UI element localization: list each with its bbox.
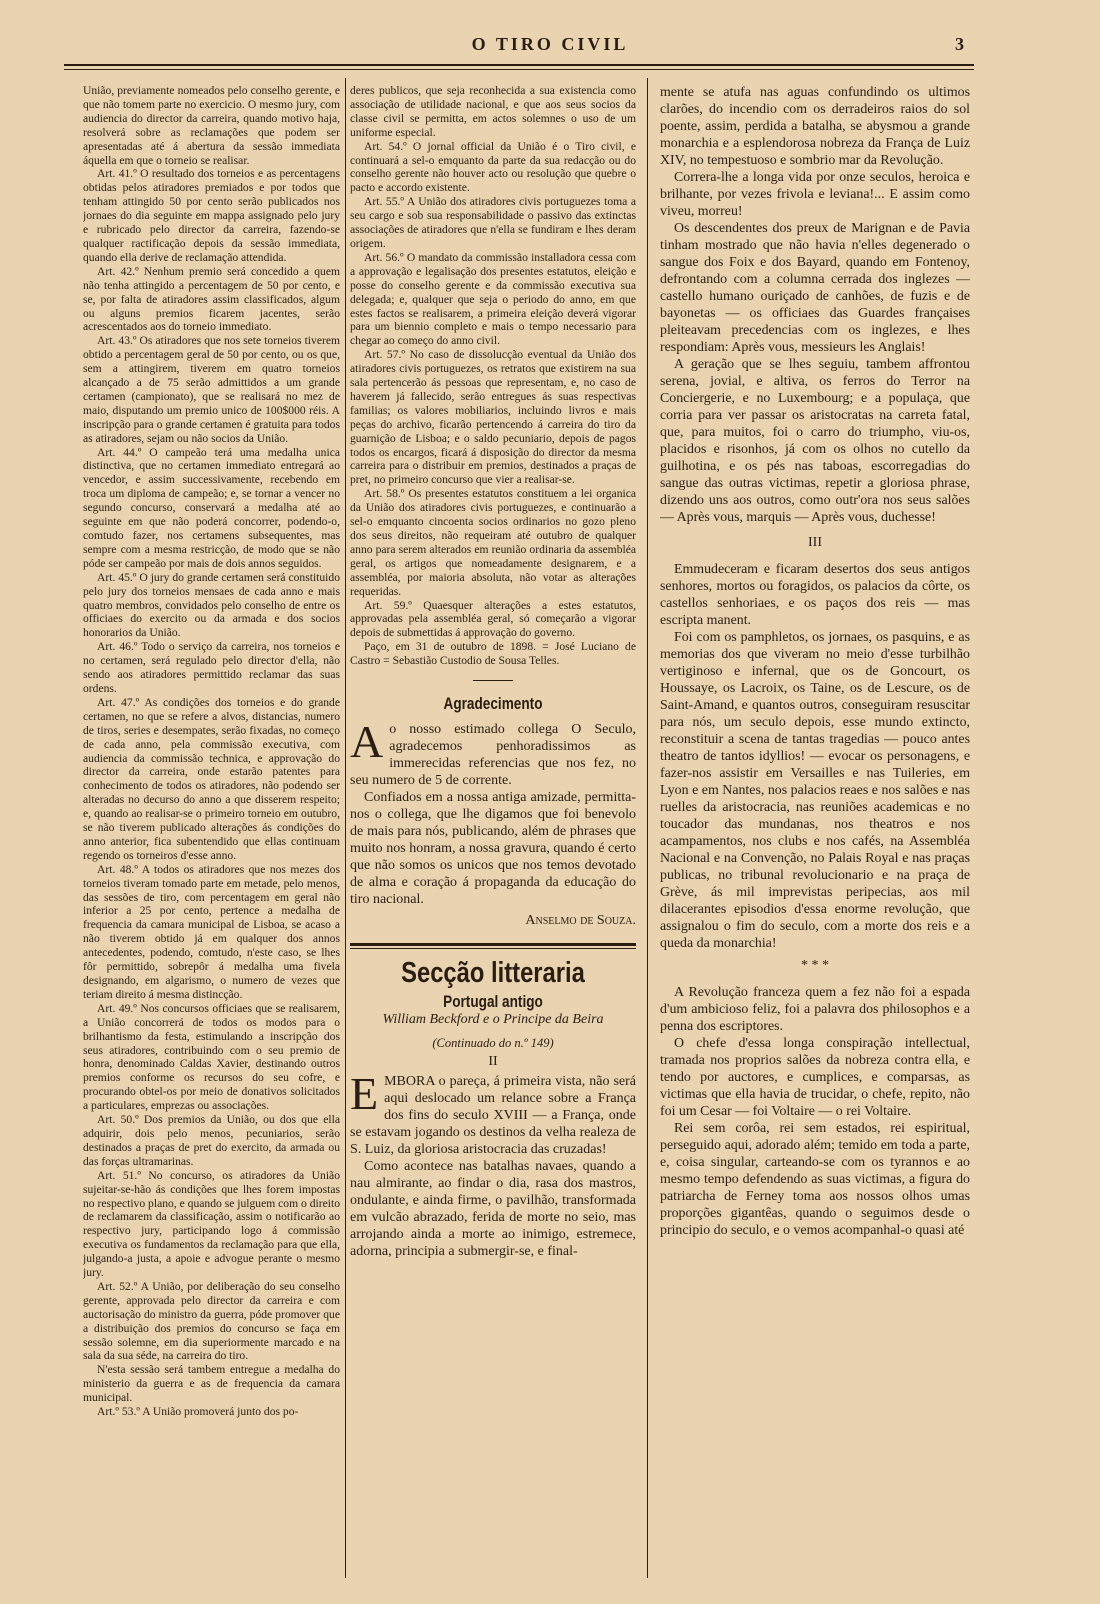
article: Art. 46.º Todo o serviço da carreira, nos torneios e no certamen, será regulado pelo director d'ella, não sendo aos atiradores permittido reclamar das suas ordens. bbox=[83, 640, 340, 695]
article: Art. 42.º Nenhum premio será concedido a quem não tenha attingido a percentagem de 50 por cento, e se, por falta de atiradores assim classificados, algum ou alguns premios ficarem jacentes, serão acrescentados aos do torneio immediato. bbox=[83, 264, 340, 334]
continuation-note: (Continuado do n.º 149) bbox=[432, 1035, 554, 1050]
article: Art. 50.º Dos premios da União, ou dos que ella adquirir, dois pelo menos, pecuniarios, serão destinados a praças de pret do exercito, da armada ou das forças ultramarinas. bbox=[83, 1113, 340, 1168]
article: Art. 57.º No caso de dissolucção eventual da União dos atiradores civis portuguezes, os retratos que existirem na sua sala pertencerão ás pessoas que representam, e, no caso de haverem já fallecido, serão entregues ás suas respectivas familias; os valores mobiliarios, incluindo livros e mais peças do archivo, ficarão pertencendo á carreira do tiro da guarnição de Lisboa; e o saldo pecuniario, depois de pagos todos os encargos, ficará á disposição do director da mesma carreira para o distribuir em premios, destinados a praças de pret, no primeiro concurso que vier a realisar-se. bbox=[350, 348, 636, 487]
section-title: Secção litteraria bbox=[401, 956, 585, 989]
author-signature: Anselmo de Souza. bbox=[525, 912, 636, 928]
section-rule-thin bbox=[350, 948, 636, 949]
column-divider-left bbox=[345, 78, 346, 1578]
paragraph: N'esta sessão será tambem entregue a medalha do ministerio da guerra e as de frequencia da camara municipal. bbox=[83, 1363, 340, 1405]
agradecimento-body bbox=[350, 715, 636, 929]
article: Art. 55.º A União dos atiradores civis portuguezes toma a seu cargo e sob sua responsabilidade o passivo das extinctas associações de atiradores que n'ella se fundiram e lhes deram origem. bbox=[350, 195, 636, 250]
chapter-number: II bbox=[488, 1053, 498, 1069]
article: Art. 43.º Os atiradores que nos sete torneios tiverem obtido a percentagem geral de 50 por cento, ou os que, sem a attingirem, tiverem em quatro torneios alcançado a de 75 serão admittidos a um grande certamen (campionato), que se realisará no mez de maio, disputando um premio unico de 100$000 réis. A inscripção para o grande certamen é gratuita para todos as atiradores, sejam ou não socios da União. bbox=[83, 334, 340, 445]
story-body bbox=[350, 1067, 636, 1260]
article: Art. 58.º Os presentes estatutos constituem a lei organica da União dos atiradores civis portuguezes, e continuarão a sel-o emquanto cincoenta socios ordinarios no gozo pleno dos seus direitos, não requeiram até outubro de qualquer anno para serem alterados em reunião ordinaria da assembléa geral, os artigos que nomeadamente designarem, e a assembléa, por maioria absoluta, não votar as alterações requeridas. bbox=[350, 487, 636, 598]
column-right bbox=[660, 84, 970, 1584]
asterism-separator: * * * bbox=[801, 958, 829, 973]
paragraph: A geração que se lhes seguiu, tambem affrontou serena, jovial, e altiva, os ferros do Terror na Conciergerie, e no Luxembourg; e a populaça, que corria para ver passar os aristocratas na carreta fatal, que, para muitos, foi o carro do triumpho, viu-os, placidos e risonhos, já com os olhos no cutello da guilhotina, e os pés nas taboas, escorregadias do sangue das outras victimas, repetir a gloriosa phrase, dizendo uns aos outros, como outr'ora nos seus salões — Après vous, marquis — Après vous, duchesse! bbox=[660, 357, 970, 525]
article: Art. 48.º A todos os atiradores que nos mezes dos torneios tiveram tomado parte em metade, pelo menos, das sessões de tiro, com percentagem em geral não inferior a 25 por cento, pertence a medalha de frequencia da camara municipal de Lisboa, se acaso a não tiverem obtido já em qualquer dos annos antecedentes, podendo, comtudo, n'este caso, se lhes fôr permittido, sobrepôr á medalha uma fivela designando, em algarismo, o numero de vezes que teriam direito á mesma distincção. bbox=[83, 862, 340, 1001]
column-statutes bbox=[83, 84, 340, 1584]
drop-cap: E bbox=[350, 1067, 379, 1119]
article: Art. 47.º As condições dos torneios e do grande certamen, no que se refere a alvos, distancias, numero de tiros, series e desempates, serão fixadas, no começo de cada anno, pela commissão executiva, com audiencia da commissão technica, e approvação do director da carreira, onde estarão patentes para conhecimento de todos os atiradores, não podendo ser alteradas no decurso do anno a que disserem respeito; e, quando ao realisar-se o primeiro torneio em outubro, se não tiverem publicado alterações ás condições do anno anterior, fica subentendido que ellas continuam regendo os torneiros d'esse anno. bbox=[83, 695, 340, 862]
paragraph: A Revolução franceza quem a fez não foi a espada d'um ambicioso feliz, foi a palavra dos philosophos e a penna dos escriptores. bbox=[660, 985, 970, 1034]
section-rule bbox=[350, 943, 636, 946]
column-middle bbox=[350, 84, 636, 1584]
header-rule bbox=[64, 64, 974, 66]
story-title: Portugal antigo bbox=[443, 991, 543, 1011]
header-rule-thin bbox=[64, 69, 974, 70]
article: Art. 56.º O mandato da commissão installadora cessa com a approvação e legalisação dos presentes estatutos, eleição e posse do conselho gerente e da commissão executiva sua delegada; e, qualquer que seja o periodo do anno, em que estes factos se realisarem, a primeira eleição deverá vigorar para um biennio completo e mais o tempo necessario para chegar ao começo do anno civil. bbox=[350, 250, 636, 348]
paragraph: MBORA o pareça, á primeira vista, não será aqui deslocado um relance sobre a França dos fins do seculo XVIII — a França, onde se estavam jogando os destinos da velha realeza de S. Luiz, da gloriosa aristocracia das cruzadas! bbox=[350, 1073, 636, 1157]
agradecimento-heading: Agradecimento bbox=[443, 694, 543, 714]
decree-signature: Paço, em 31 de outubro de 1898. = José Luciano de Castro = Sebastião Custodio de Sousa Telles. bbox=[350, 640, 636, 668]
short-divider bbox=[473, 680, 513, 681]
paragraph: mente se atufa nas aguas confundindo os ultimos clarões, do incendio com os derradeiros raios do sol poente, assim, perdida a batalha, se abysmou a grande monarchia e a esplendorosa nobreza da França de Luiz XIV, no tempestuoso e sombrio mar da Revolução. bbox=[660, 85, 970, 168]
article: Art.º 53.º A União promoverá junto dos po- bbox=[97, 1405, 299, 1419]
paragraph: deres publicos, que seja reconhecida a sua existencia como associação de utilidade nacional, e que aos seus socios da classe civil se permitta, em actos solemnes o uso de um uniforme especial. bbox=[350, 84, 636, 139]
paragraph: Confiados em a nossa antiga amizade, permitta-nos o collega, que lhe digamos que foi benevolo de mais para nós, publicando, além de phrases que muito nos honram, a nossa gravura, quando é certo que não somos os unicos que nos temos devotado de alma e coração á propaganda da educação do tiro nacional. bbox=[350, 789, 636, 907]
chapter-number: III bbox=[808, 535, 822, 550]
story-byline: William Beckford e o Principe da Beira bbox=[382, 1011, 604, 1027]
article: Art. 52.º A União, por deliberação do seu conselho gerente, approvada pelo director da carreira e com auctorisação do ministro da guerra, póde promover que a distribuição dos premios do concurso se faça em sessão solemne, em dia superiormente marcado e na sala da sua séde, na carreira do tiro. bbox=[83, 1279, 340, 1363]
article: Art. 54.º O jornal official da União é o Tiro civil, e continuará a sel-o emquanto da parte da sua redacção ou do conselho gerente não houver acto ou resolução que quebre o pacto e accordo existente. bbox=[350, 139, 636, 195]
paragraph: Rei sem corôa, rei sem estados, rei espiritual, perseguido aqui, adorado além; temido em toda a parte, e, coisa singular, carteando-se com os tyrannos e ao mesmo tempo defendendo as suas victimas, a figura do patriarcha de Ferney toma aos nossos olhos umas proporções gigantêas, quando o seguimos desde o principio do seculo, e o vemos acompanhal-o quasi até bbox=[660, 1121, 970, 1238]
paragraph: União, previamente nomeados pelo conselho gerente, e que não tomem parte no exercicio. O mesmo jury, com audiencia do director da carreira, quando motivo haja, resolverá sobre as reclamações que podem ser apresentadas até á abertura da sessão immediata áquella em que o torneio se realisar. bbox=[83, 84, 340, 167]
article: Art. 44.º O campeão terá uma medalha unica distinctiva, que no certamen immediato entregará ao vencedor, e assim successivamente, recebendo em troca um diploma de campeão; e, se tornar a vencer no segundo concurso, conservará a medalha até ao seguinte em que não poderá concorrer, podendo-o, comtudo fazer, nos certamens subsequentes, mas sempre com a mesma restricção, de modo que se não póde ser campeão por mais de dois annos seguidos. bbox=[83, 445, 340, 570]
paragraph: Emmudeceram e ficaram desertos dos seus antigos senhores, mortos ou foragidos, os palacios da côrte, os castellos senhoriaes, e os paços dos reis — mas escripta manent. bbox=[660, 562, 970, 628]
drop-cap: A bbox=[350, 715, 384, 767]
page-header-title: O TIRO CIVIL bbox=[471, 34, 629, 54]
page-number: 3 bbox=[955, 34, 964, 54]
article: Art. 45.º O jury do grande certamen será constituido pelo jury dos torneios mensaes de cada anno e mais quatro membros, convidados pelo conselho de entre os officiaes do exercito ou da armada e dos socios honorarios da União. bbox=[83, 570, 340, 640]
paragraph: O chefe d'essa longa conspiração intellectual, tramada nos proprios salões da nobreza contra ella, e tendo por auctores, e cumplices, e comparsas, as victimas que ella havia de trucidar, o chefe, repito, não foi um Cesar — foi Voltaire — o rei Voltaire. bbox=[660, 1036, 970, 1119]
paragraph: Os descendentes dos preux de Marignan e de Pavia tinham mostrado que não havia n'elles degenerado o sangue dos Foix e dos Bayard, quando em Fontenoy, defrontando com a columna cerrada dos inglezes — castello humano ouriçado de canhões, de fuzis e de bayonetas — os officiaes das Guardes françaises pleiteavam precedencias com os inglezes, e lhes respondiam: Après vous, messieurs les Anglais! bbox=[660, 221, 970, 355]
article: Art. 59.º Quaesquer alterações a estes estatutos, approvadas pela assembléa geral, só começarão a vigorar depois de submettidas á approvação do governo. bbox=[350, 598, 636, 640]
paragraph: Foi com os pamphletos, os jornaes, os pasquins, e as memorias dos que viveram no meio d'esse turbilhão vertiginoso e infernal, que os de Goncourt, os Houssaye, os Lacroix, os Taine, os de Lescure, os de Saint-Amand, e quantos outros, conseguiram resuscitar para nós, um seculo depois, esse mundo extincto, reconstituir a scena de tantas tragedias — pouco antes theatro de tantos idyllios! — evocar os personagens, e fazer-nos assistir em Versailles e nas Tuileries, em Lyon e em Nantes, nos palacios reaes e nos salões e nas ruelles da aristocracia, nas reuniões academicas e no toucador das mundanas, nos theatros e nos acampamentos, nos clubs e nos cafés, na Assembléa Nacional e na Convenção, no Palais Royal e nas praças publicas, no tribunal revolucionario e na praça de Grève, ás mil imprevistas peripecias, aos mil dilacerantes episodios d'essa enorme revolução, que assignalou o fim do seculo, com a morte dos reis e a queda da monarchia! bbox=[660, 630, 970, 951]
article: Art. 51.º No concurso, os atiradores da União sujeitar-se-hão ás condições que lhes forem impostas no respectivo plano, e quando se julguem com o direito de reclamarem da classificação, assim o notificarão ao respectivo jury, participando logo á commissão executiva os fundamentos da reclamação para que ella, julgando-a justa, a apoie e advogue perante o mesmo jury. bbox=[83, 1168, 340, 1280]
paragraph: Como acontece nas batalhas navaes, quando a nau almirante, ao findar o dia, rasa dos mastros, ondulante, e ainda firme, o pavilhão, transformada em vulcão abrazado, ferida de morte no seio, mas arrojando ainda a morte ao inimigo, estremece, adorna, principia a submergir-se, e final- bbox=[350, 1158, 636, 1259]
article: Art. 49.º Nos concursos officiaes que se realisarem, a União concorrerá de todos os modos para o brilhantismo da festa, estimulando a inscripção dos seus atiradores, contribuindo com o seu premio de honra, denominado Caldas Xavier, destinando outros premios conforme os recursos do seu cofre, e procurando obtel-os por meio de donativos solicitados a particulares, emprezas ou associações. bbox=[83, 1001, 340, 1113]
article: Art. 41.º O resultado dos torneios e as percentagens obtidas pelos atiradores premiados e por todos que tenham attingido 50 por cento serão publicados nos jornaes do dia seguinte em mappa assignado pelo jury e rubricado pelo director da carreira, fazendo-se qualquer ractificação depois da sessão immediata, quando ella derive de reclamação attendida. bbox=[83, 167, 340, 264]
column-divider-right bbox=[647, 78, 648, 1578]
paragraph: o nosso estimado collega O Seculo, agradecemos penhoradissimos as immerecidas referencias que nos fez, no seu numero de 5 de corrente. bbox=[350, 721, 636, 788]
paragraph: Correra-lhe a longa vida por onze seculos, heroica e brilhante, por vezes frivola e leviana!... E assim como viveu, morreu! bbox=[660, 170, 970, 219]
